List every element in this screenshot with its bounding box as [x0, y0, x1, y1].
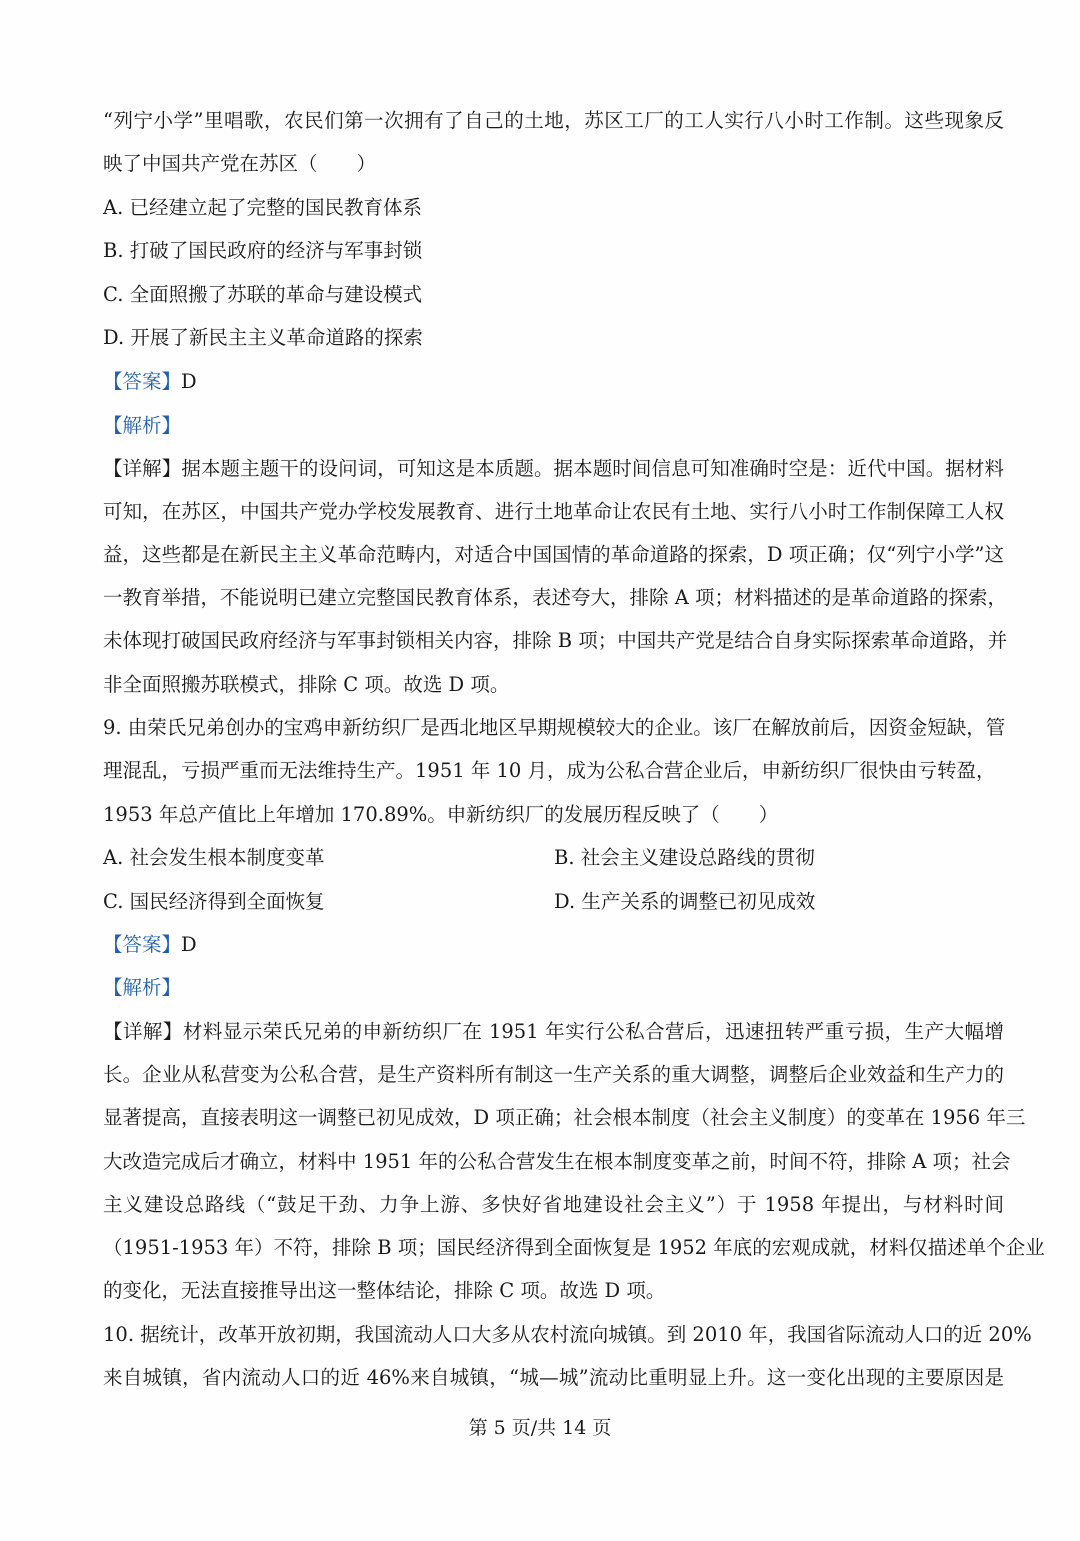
q8-detail-line: 一教育举措，不能说明已建立完整国民教育体系，表述夸大，排除 A 项；材料描述的是革命道路的探索，: [103, 586, 1007, 609]
q9-answer: [103, 932, 1004, 958]
q8-stem-line: 映了中国共产党在苏区（ ）: [103, 152, 377, 175]
q10-stem-line: 10. 据统计，改革开放初期，我国流动人口大多从农村流向城镇。到 2010 年，我国省际流动人口的近 20%: [103, 1323, 1032, 1346]
q9-detail-line: [103, 1019, 1004, 1045]
detail-label: 【详解】: [103, 457, 182, 480]
q8-detail-line: [103, 456, 1004, 482]
q8-answer: [103, 369, 1004, 395]
q9-option-b: B. 社会主义建设总路线的贯彻: [554, 846, 815, 869]
detail-label: 【详解】: [103, 1020, 183, 1043]
q9-detail-line: 大改造完成后才确立，材料中 1951 年的公私合营发生在根本制度变革之前，时间不符，排除 A 项；社会: [103, 1150, 1011, 1173]
q10-stem-line: 来自城镇，省内流动人口的近 46%来自城镇，“城—城”流动比重明显上升。这一变化出现的主要原因是: [103, 1366, 1004, 1389]
q9-option-a: A. 社会发生根本制度变革: [103, 846, 325, 869]
answer-label: 【答案】: [103, 933, 182, 956]
answer-value: D: [181, 370, 197, 393]
q9-stem-line: 9. 由荣氏兄弟创办的宝鸡申新纺织厂是西北地区早期规模较大的企业。该厂在解放前后，因资金短缺，管: [103, 716, 1006, 739]
q8-option-b: B. 打破了国民政府的经济与军事封锁: [103, 239, 423, 262]
q9-detail-line: 长。企业从私营变为公私合营，是生产资料所有制这一生产关系的重大调整，调整后企业效益和生产力的: [103, 1063, 1004, 1086]
q9-detail-line: 主义建设总路线（“鼓足干劲、力争上游、多快好省地建设社会主义”）于 1958 年提出，与材料时间: [103, 1193, 1004, 1216]
q8-stem-line: “列宁小学”里唱歌，农民们第一次拥有了自己的土地，苏区工厂的工人实行八小时工作制。这些现象反: [103, 109, 1004, 132]
page-number: 第 5 页/共 14 页: [468, 1417, 612, 1439]
q9-detail-line: 显著提高，直接表明这一调整已初见成效，D 项正确；社会根本制度（社会主义制度）的变革在 1956 年三: [103, 1106, 1026, 1129]
q9-analysis-label: 【解析】: [103, 976, 182, 999]
q9-stem-line: 理混乱，亏损严重而无法维持生产。1951 年 10 月，成为公私合营企业后，申新纺织厂很快由亏转盈，: [103, 759, 996, 782]
q9-option-row: [103, 889, 1004, 915]
q9-option-row: [103, 845, 1004, 871]
q8-option-d: D. 开展了新民主主义革命道路的探索: [103, 326, 423, 349]
q8-detail-line: 可知，在苏区，中国共产党办学校发展教育、进行土地革命让农民有土地、实行八小时工作制保障工人权: [103, 500, 1004, 523]
answer-value: D: [181, 933, 197, 956]
q8-analysis-label: 【解析】: [103, 414, 182, 437]
q8-option-c: C. 全面照搬了苏联的革命与建设模式: [103, 283, 423, 306]
q9-stem-line: 1953 年总产值比上年增加 170.89%。申新纺织厂的发展历程反映了（ ）: [103, 803, 779, 826]
q9-detail-line: 的变化，无法直接推导出这一整体结论，排除 C 项。故选 D 项。: [103, 1279, 666, 1302]
q8-detail-line: 非全面照搬苏联模式，排除 C 项。故选 D 项。: [103, 673, 510, 696]
q8-detail-line: 未体现打破国民政府经济与军事封锁相关内容，排除 B 项；中国共产党是结合自身实际探索革命道路，并: [103, 629, 1008, 652]
q9-detail-line: （1951-1953 年）不符，排除 B 项；国民经济得到全面恢复是 1952 年底的宏观成就，材料仅描述单个企业: [103, 1236, 1045, 1259]
q8-option-a: A. 已经建立起了完整的国民教育体系: [103, 196, 422, 219]
q9-option-d: D. 生产关系的调整已初见成效: [554, 890, 816, 913]
detail-text: 据本题主题干的设问词，可知这是本质题。据本题时间信息可知准确时空是：近代中国。据材料: [181, 457, 1004, 480]
detail-text: 材料显示荣氏兄弟的申新纺织厂在 1951 年实行公私合营后，迅速扭转严重亏损，生产大幅增: [182, 1020, 1004, 1043]
q9-option-c: C. 国民经济得到全面恢复: [103, 890, 325, 913]
q8-detail-line: 益，这些都是在新民主主义革命范畴内，对适合中国国情的革命道路的探索，D 项正确；仅“列宁小学”这: [103, 543, 1004, 566]
answer-label: 【答案】: [103, 370, 182, 393]
